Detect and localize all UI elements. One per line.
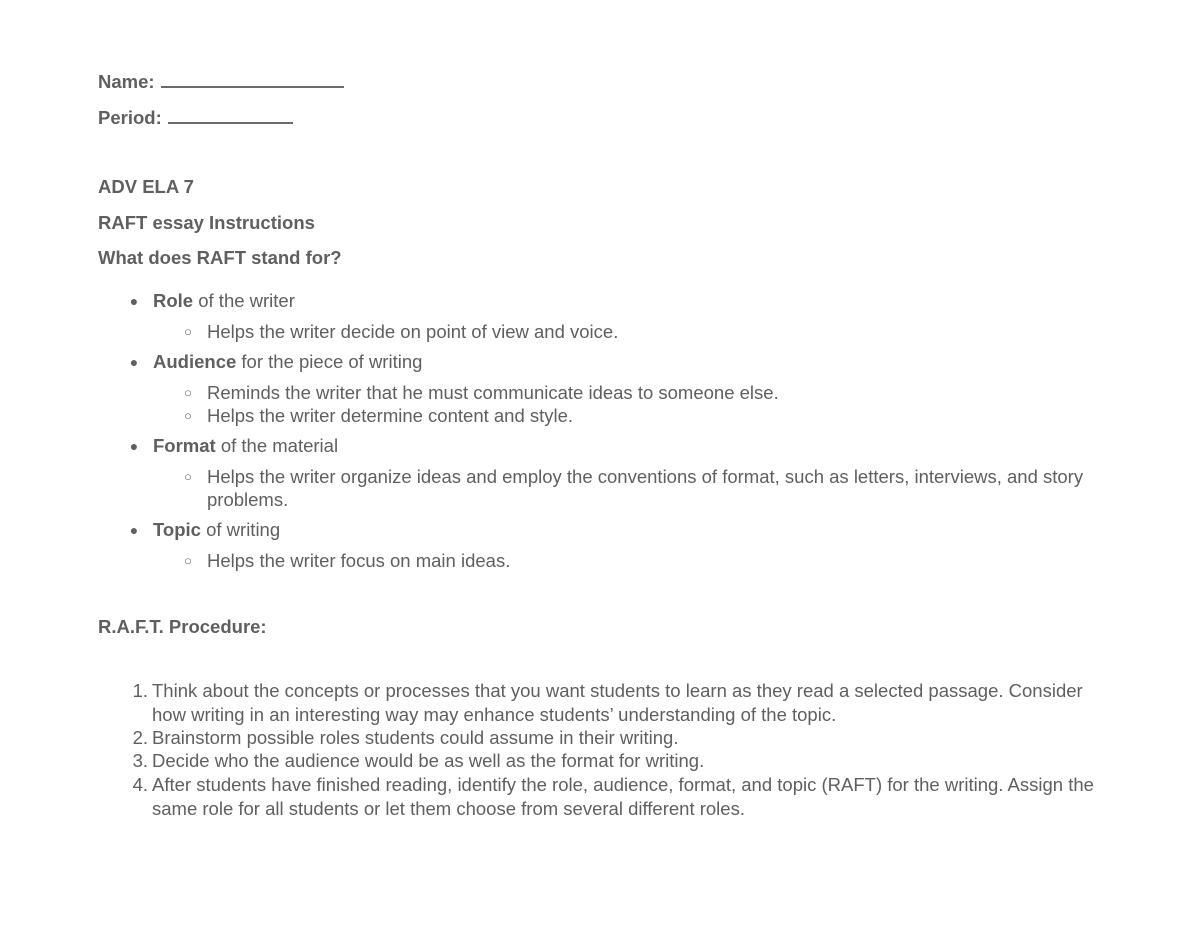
raft-desc: of writing — [200, 519, 281, 540]
raft-sub-text: Helps the writer decide on point of view and voice. — [207, 321, 619, 342]
period-label: Period: — [98, 107, 162, 128]
raft-term: Format — [153, 435, 216, 456]
step-text: After students have finished reading, identify the role, audience, format, and topic (RAFT) for the writing. Assign the same role for all students or let them choose from several different roles. — [152, 774, 1094, 819]
period-blank — [168, 105, 293, 124]
period-line — [98, 105, 293, 129]
name-line — [98, 69, 344, 93]
hollow-bullet-icon: ○ — [184, 553, 192, 568]
hollow-bullet-icon: ○ — [184, 469, 192, 484]
course-title: ADV ELA 7 — [98, 176, 194, 197]
raft-term: Role — [153, 290, 194, 311]
name-blank — [161, 69, 344, 88]
raft-desc: of the writer — [193, 290, 295, 311]
step-text: Think about the concepts or processes that you want students to learn as they read a selected passage. Consider how writing in an interesting way may enhance students’ understanding of the topic. — [152, 680, 1083, 725]
step-number: 4. — [132, 774, 148, 795]
bullet-icon: ● — [129, 438, 139, 454]
hollow-bullet-icon: ○ — [184, 408, 192, 423]
raft-desc: for the piece of writing — [236, 351, 423, 372]
step-number: 1. — [132, 680, 148, 701]
assignment-title: RAFT essay Instructions — [98, 212, 315, 233]
raft-sub-text: Helps the writer focus on main ideas. — [207, 550, 511, 571]
procedure-heading: R.A.F.T. Procedure: — [98, 616, 267, 637]
raft-term: Audience — [153, 351, 237, 372]
raft-sub-text: Helps the writer organize ideas and employ the conventions of format, such as letters, interviews, and story problems. — [207, 466, 1084, 510]
hollow-bullet-icon: ○ — [184, 324, 192, 339]
step-number: 2. — [132, 727, 148, 748]
step-number: 3. — [132, 750, 148, 771]
raft-sub-text: Reminds the writer that he must communicate ideas to someone else. — [207, 382, 779, 403]
step-text: Decide who the audience would be as well as the format for writing. — [152, 750, 705, 771]
step-text: Brainstorm possible roles students could assume in their writing. — [152, 727, 679, 748]
raft-sub-text: Helps the writer determine content and style. — [207, 405, 574, 426]
bullet-icon: ● — [129, 522, 139, 538]
hollow-bullet-icon: ○ — [184, 385, 192, 400]
raft-desc: of the material — [215, 435, 339, 456]
question-heading: What does RAFT stand for? — [98, 247, 342, 268]
bullet-icon: ● — [129, 293, 139, 309]
raft-term: Topic — [153, 519, 201, 540]
bullet-icon: ● — [129, 354, 139, 370]
name-label: Name: — [98, 71, 155, 92]
